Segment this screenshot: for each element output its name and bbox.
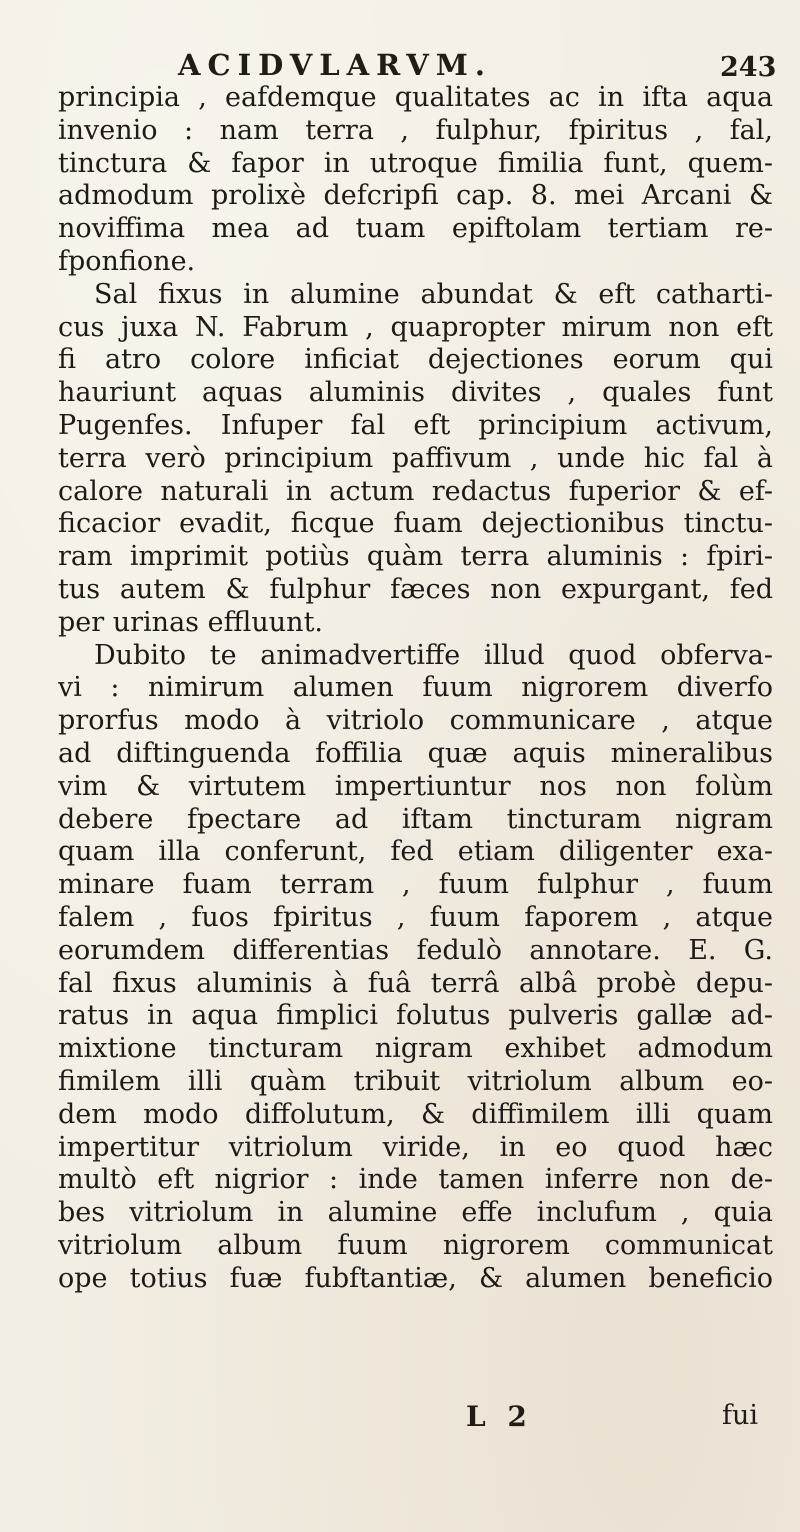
text-line: per urinas effluunt. — [58, 606, 324, 638]
text-line: tinctura & fapor in utroque fimilia funt, quem- — [58, 147, 773, 179]
signature-mark: L 2 — [466, 1400, 533, 1433]
text-line: invenio : nam terra , fulphur, fpiritus , fal, — [58, 114, 773, 146]
catchword: fui — [722, 1400, 759, 1431]
text-line: bes vitriolum in alumine effe inclufum , quia — [58, 1197, 773, 1229]
text-line: tus autem & fulphur fæces non expurgant, fed — [58, 573, 773, 605]
text-line: fponfione. — [58, 245, 196, 277]
text-line: admodum prolixè defcripfi cap. 8. mei Arcani & — [58, 180, 773, 212]
text-line: eorumdem differentias fedulò annotare. E. G. — [58, 934, 773, 966]
body-text — [58, 82, 773, 1295]
text-line: calore naturali in actum redactus fuperior & ef- — [58, 475, 773, 507]
text-line: debere fpectare ad iftam tincturam nigram — [58, 803, 773, 835]
text-line: cus juxa N. Fabrum , quapropter mirum non eft — [58, 311, 773, 343]
text-line: vitriolum album fuum nigrorem communicat — [58, 1229, 773, 1261]
text-line: vim & virtutem impertiuntur nos non folùm — [58, 770, 773, 802]
page-number: 243 — [720, 52, 777, 83]
text-line: ope totius fuæ fubftantiæ, & alumen beneficio — [58, 1262, 773, 1294]
text-line: ratus in aqua fimplici folutus pulveris gallæ ad- — [58, 1000, 773, 1032]
text-line: falem , fuos fpiritus , fuum faporem , atque — [58, 901, 773, 933]
text-line: minare fuam terram , fuum fulphur , fuum — [58, 869, 773, 901]
text-line: noviffima mea ad tuam epiftolam tertiam re- — [58, 213, 773, 245]
text-line: dem modo diffolutum, & diffimilem illi quam — [58, 1098, 773, 1130]
running-head: ACIDVLARVM. — [178, 48, 492, 82]
text-line: Dubito te animadvertiffe illud quod obferva- — [94, 639, 773, 671]
text-line: mixtione tincturam nigram exhibet admodum — [58, 1033, 773, 1065]
text-line: fal fixus aluminis à fuâ terrâ albâ probè depu- — [58, 967, 773, 999]
text-line: fimilem illi quàm tribuit vitriolum album eo- — [58, 1065, 773, 1097]
text-line: ad diftinguenda foffilia quæ aquis mineralibus — [58, 737, 773, 769]
text-line: vi : nimirum alumen fuum nigrorem diverfo — [58, 672, 773, 704]
text-line: fi atro colore inficiat dejectiones eorum qui — [58, 344, 773, 376]
text-line: Sal fixus in alumine abundat & eft catharti- — [94, 278, 773, 310]
text-line: quam illa conferunt, fed etiam diligenter exa- — [58, 836, 773, 868]
text-line: multò eft nigrior : inde tamen inferre non de- — [58, 1164, 773, 1196]
text-line: ficacior evadit, ficque fuam dejectionibus tinctu- — [58, 508, 773, 540]
text-line: hauriunt aquas aluminis divites , quales funt — [58, 377, 773, 409]
text-line: Pugenfes. Infuper fal eft principium activum, — [58, 409, 773, 441]
text-line: ram imprimit potiùs quàm terra aluminis : fpiri- — [58, 541, 773, 573]
text-line: principia , eafdemque qualitates ac in ifta aqua — [58, 82, 773, 113]
text-line: prorfus modo à vitriolo communicare , atque — [58, 705, 773, 737]
text-line: terra verò principium paffivum , unde hic fal à — [58, 442, 773, 474]
text-line: impertitur vitriolum viride, in eo quod hæc — [58, 1131, 773, 1163]
